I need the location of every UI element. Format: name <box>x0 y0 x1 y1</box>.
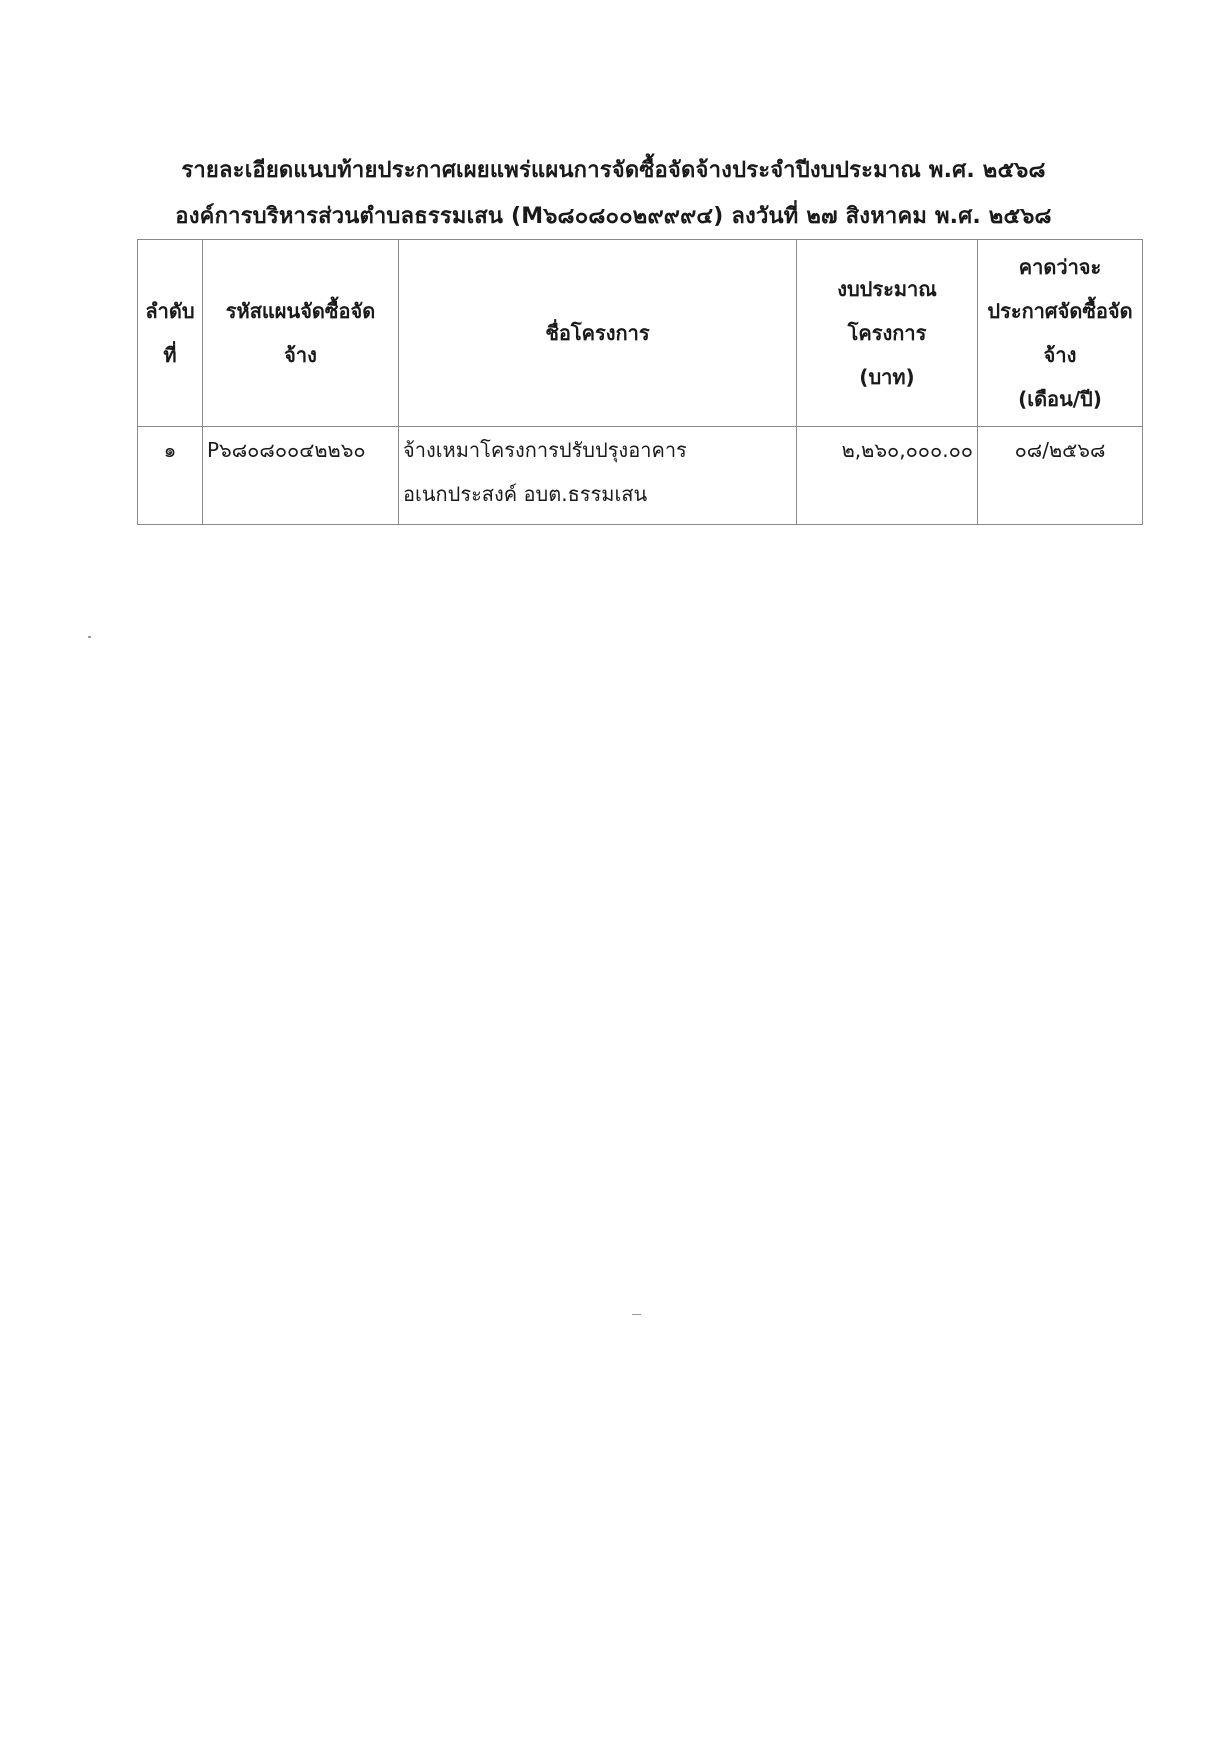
table-header-row <box>138 240 1143 427</box>
procurement-plan-table <box>137 239 1143 525</box>
header-project-name: ชื่อโครงการ <box>399 240 797 427</box>
row-plan-code: P๖๘๐๘๐๐๔๒๒๖๐ <box>203 427 399 525</box>
row-project-name: จ้างเหมาโครงการปรับปรุงอาคาร อเนกประสงค์ อบต.ธรรมเสน <box>399 427 797 525</box>
header-seq: ลำดับ ที่ <box>138 240 203 427</box>
document-title-line-2: องค์การบริหารส่วนตำบลธรรมเสน (M๖๘๐๘๐๐๒๙๙๙๔) ลงวันที่ ๒๗ สิงหาคม พ.ศ. ๒๕๖๘ <box>175 204 1052 229</box>
document-title-line-1: รายละเอียดแนบท้ายประกาศเผยแพร่แผนการจัดซื้อจัดจ้างประจำปีงบประมาณ พ.ศ. ๒๕๖๘ <box>181 158 1046 183</box>
row-seq: ๑ <box>138 427 203 525</box>
header-budget: งบประมาณ โครงการ (บาท) <box>797 240 978 427</box>
row-expected-month: ๐๘/๒๕๖๘ <box>978 427 1143 525</box>
header-plan-code: รหัสแผนจัดซื้อจัด จ้าง <box>203 240 399 427</box>
scan-speck <box>88 636 91 638</box>
row-budget: ๒,๒๖๐,๐๐๐.๐๐ <box>797 427 978 525</box>
table-row <box>138 427 1143 525</box>
header-expected-month: คาดว่าจะ ประกาศจัดซื้อจัด จ้าง (เดือน/ปี) <box>978 240 1143 427</box>
scan-speck <box>632 1314 641 1315</box>
